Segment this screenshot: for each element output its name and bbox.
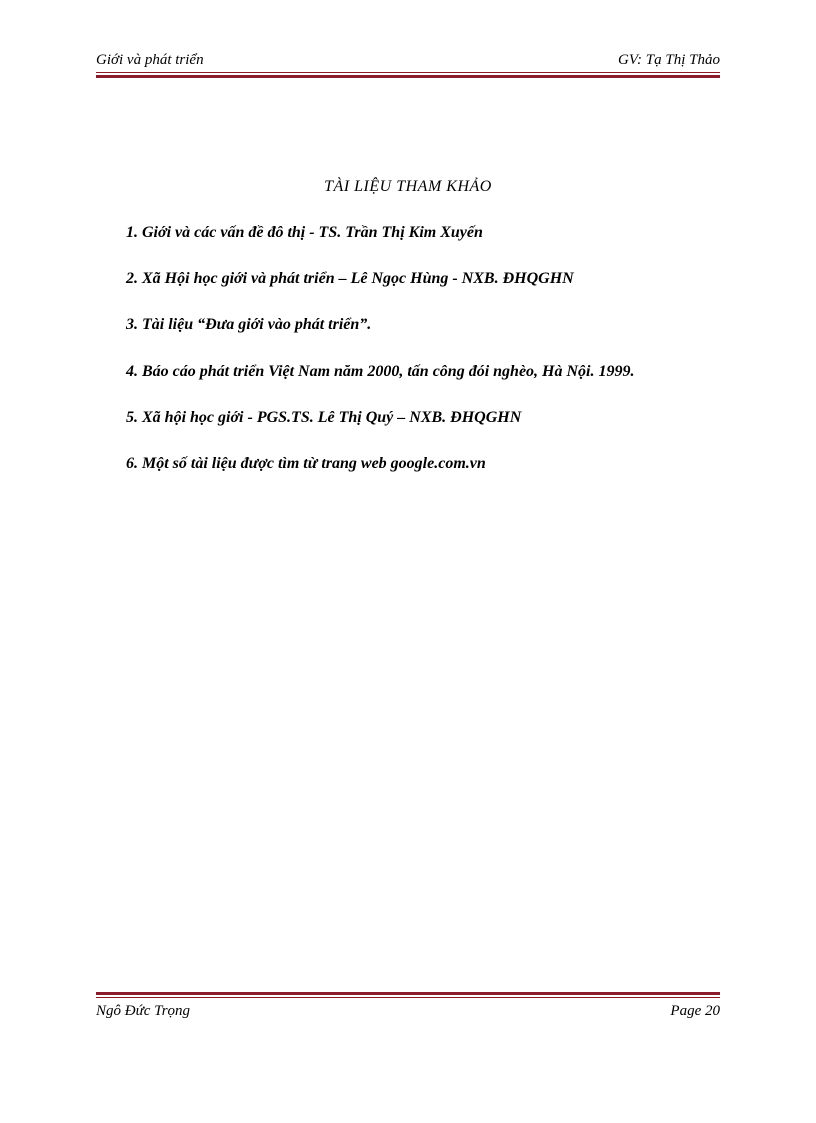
reference-item-5: 5. Xã hội học giới - PGS.TS. Lê Thị Quý – NXB. ĐHQGHN (126, 408, 522, 426)
header-rule-thin (96, 72, 720, 73)
footer-page-number: Page 20 (670, 1003, 720, 1019)
reference-item-3: 3. Tài liệu “Đưa giới vào phát triển”. (126, 316, 372, 334)
reference-list (126, 222, 635, 499)
reference-item-4: 4. Báo cáo phát triển Việt Nam năm 2000, tấn công đói nghèo, Hà Nội. 1999. (126, 362, 635, 380)
footer-author: Ngô Đức Trọng (96, 1003, 191, 1019)
header-rule-thick (96, 75, 720, 78)
footer-rule-thick (96, 992, 720, 995)
reference-item-1: 1. Giới và các vấn đề đô thị - TS. Trần Thị Kim Xuyến (126, 224, 483, 241)
header-instructor: GV: Tạ Thị Thảo (618, 52, 720, 68)
reference-item-2: 2. Xã Hội học giới và phát triển – Lê Ngọc Hùng - NXB. ĐHQGHN (126, 270, 574, 288)
header-document-title: Giới và phát triển (96, 52, 204, 68)
reference-item-6: 6. Một số tài liệu được tìm từ trang web google.com.vn (126, 454, 486, 472)
page-title: TÀI LIỆU THAM KHẢO (324, 178, 492, 195)
footer-rule-thin (96, 997, 720, 998)
